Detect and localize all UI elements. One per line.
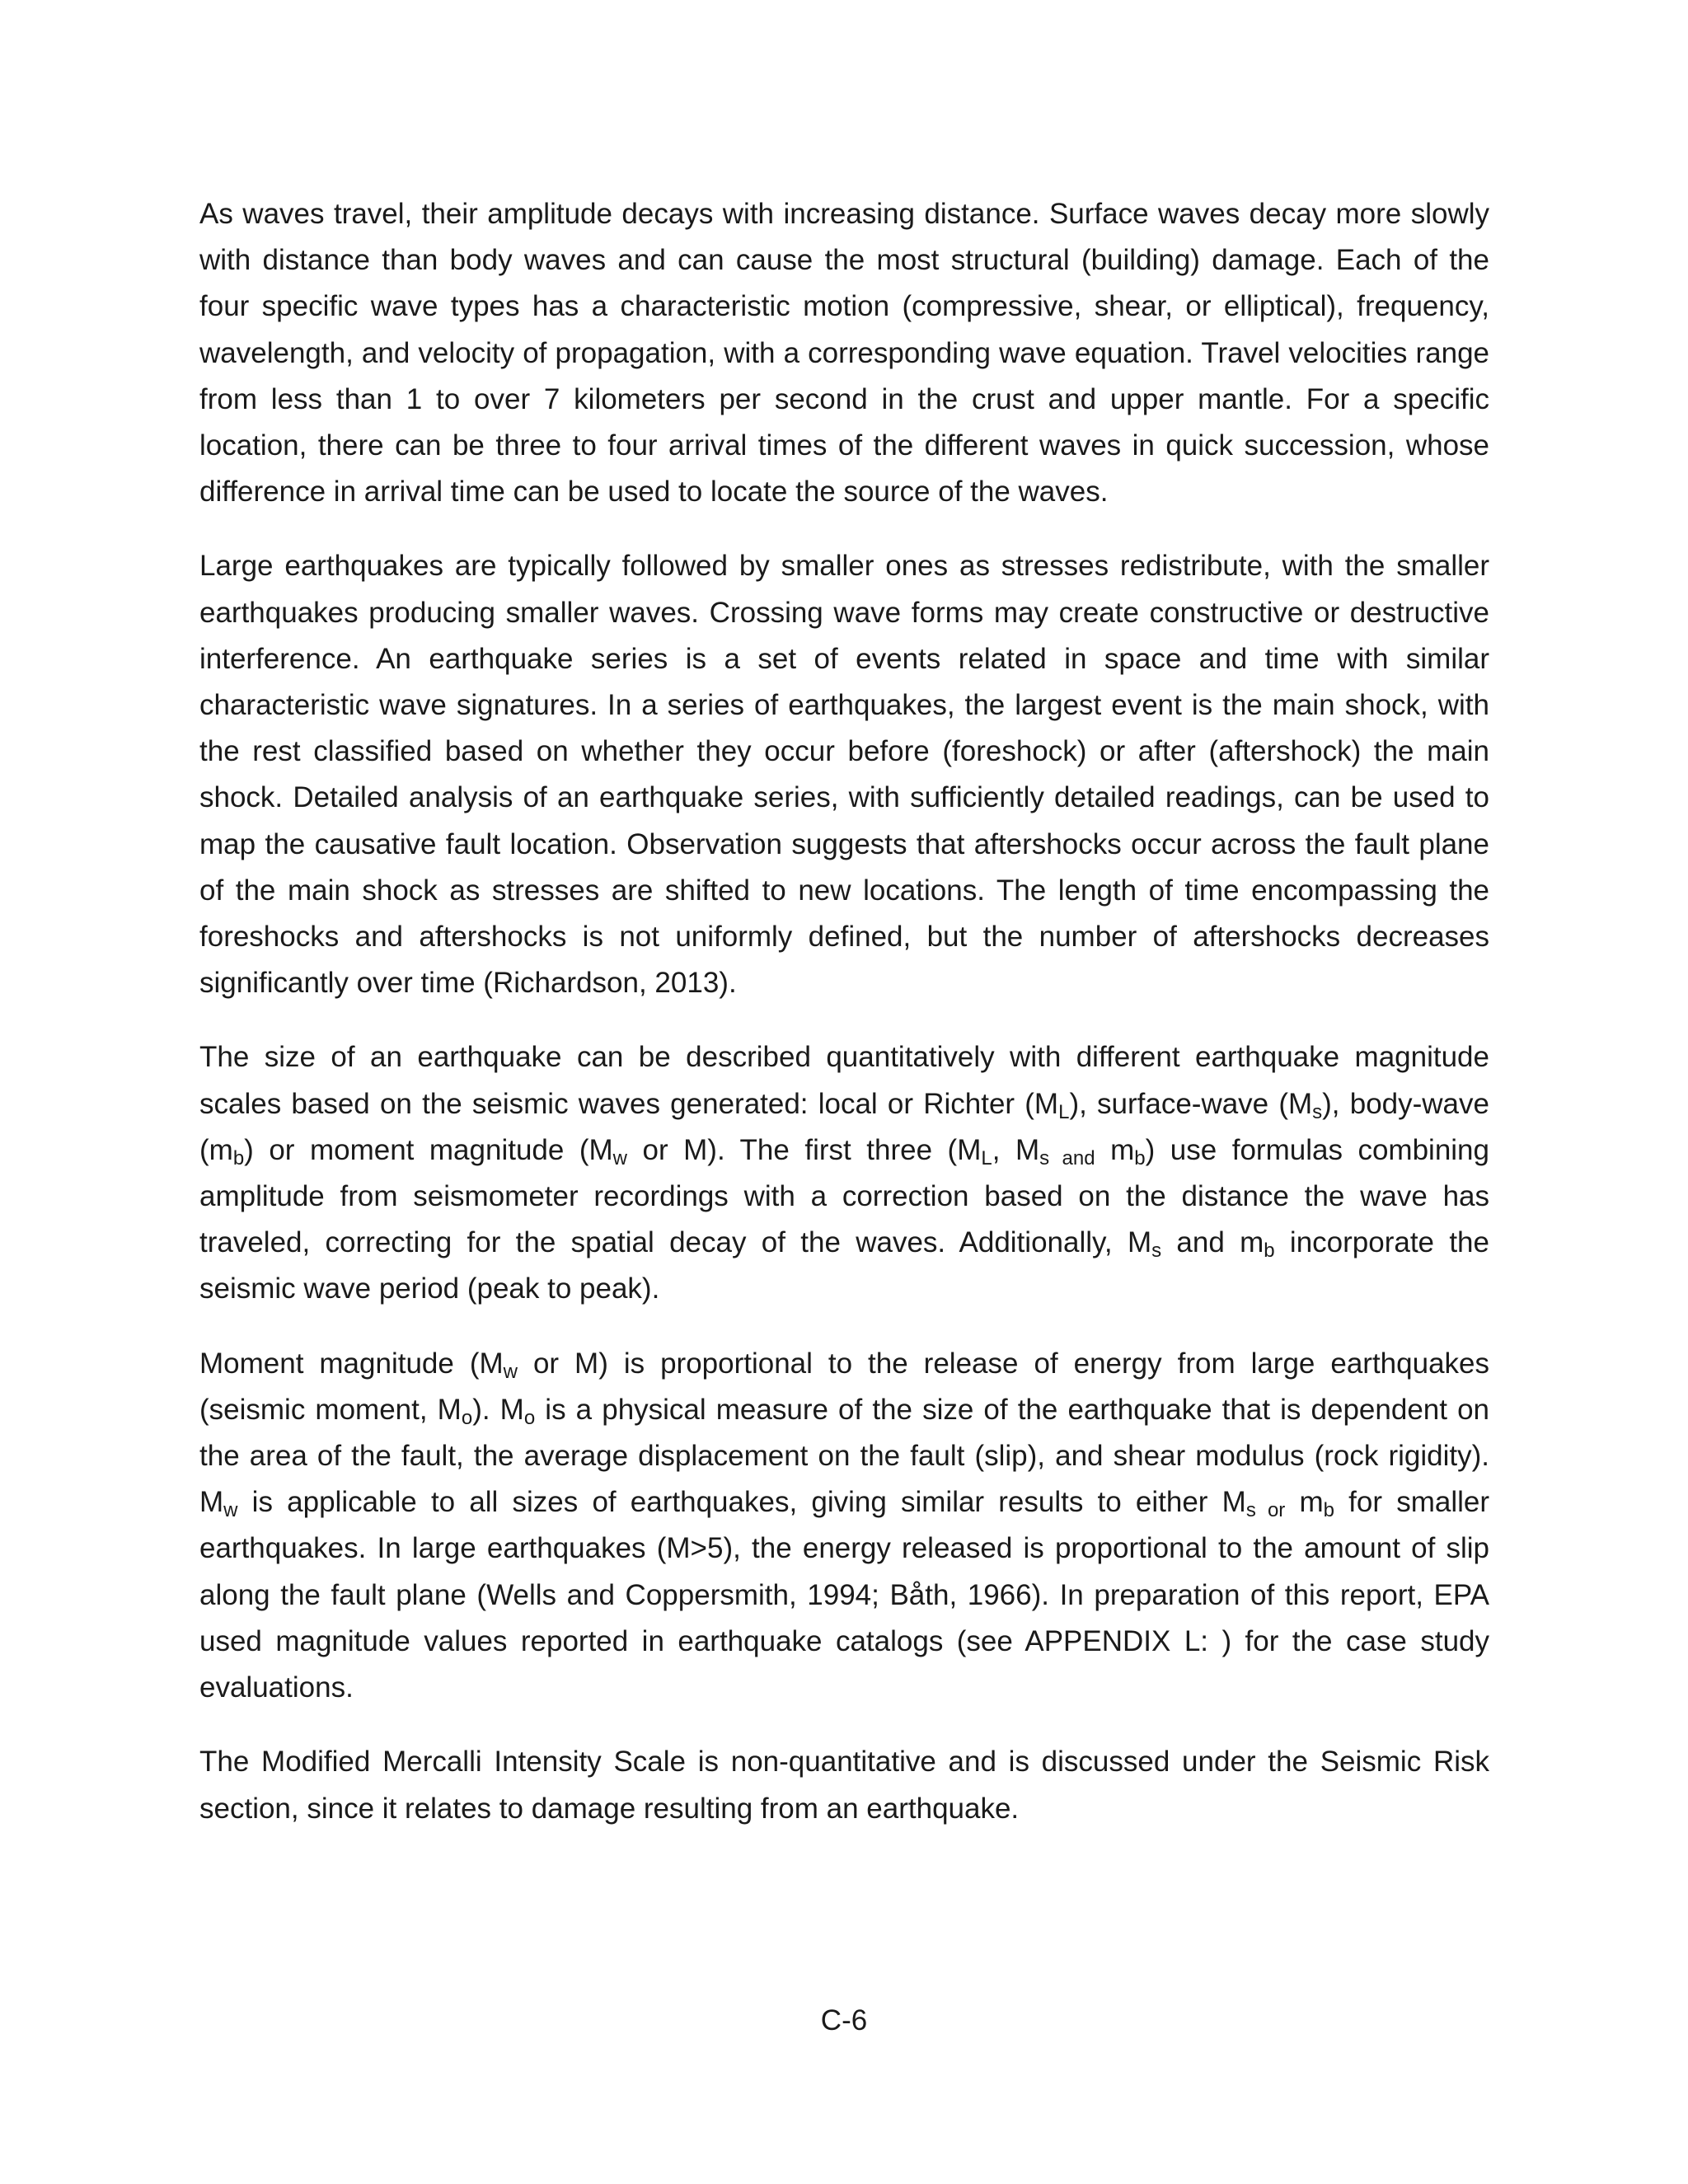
text-run: , M — [992, 1133, 1040, 1166]
text-run: Moment magnitude (M — [199, 1347, 504, 1380]
subscript-text: s or — [1245, 1499, 1286, 1522]
text-run: ), surface-wave (M — [1069, 1087, 1313, 1120]
text-run: m — [1285, 1486, 1324, 1519]
subscript-text: w — [612, 1146, 628, 1169]
subscript-text: o — [523, 1406, 536, 1429]
text-run: and m — [1161, 1226, 1264, 1259]
paragraph-magnitude-scales — [199, 1034, 1489, 1312]
subscript-text: b — [1134, 1146, 1146, 1169]
subscript-text: b — [1264, 1240, 1275, 1263]
text-run: for smaller earthquakes. In large earthquakes (M>5), the energy released is proportional to the amount of slip along the fault plane (Wells and Coppersmith, 1994; Båth, 1966). In preparation of this report, EPA used magnitude values reported in earthquake catalogs (see APPENDIX L: ) for the case study evaluations. — [199, 1486, 1489, 1704]
text-run: As waves travel, their amplitude decays with increasing distance. Surface waves decay more slowly with distance than body waves and can cause the most structural (building) damage. Each of the four specific wave types has a characteristic motion (compressive, shear, or elliptical), frequency, wavelength, and velocity of propagation, with a corresponding wave equation. Travel velocities range from less than 1 to over 7 kilometers per second in the crust and upper mantle. For a specific location, there can be three to four arrival times of the different waves in quick succession, whose difference in arrival time can be used to locate the source of the waves. — [199, 198, 1489, 509]
text-run: m — [1095, 1133, 1135, 1166]
subscript-text: L — [1058, 1100, 1070, 1123]
text-run: is a physical measure of the size of the earthquake that is dependent on the area of the fault, the average displacement on the fault (slip), and shear modulus (rock rigidity). M — [199, 1393, 1489, 1519]
text-run: or M) is proportional to the release of energy from large earthquakes (seismic moment, M — [199, 1347, 1490, 1426]
paragraph-earthquake-series — [199, 543, 1489, 1006]
subscript-text: s — [1151, 1240, 1162, 1263]
body-text — [199, 191, 1489, 1860]
subscript-text: s — [1312, 1100, 1323, 1123]
text-run: Large earthquakes are typically followed by smaller ones as stresses redistribute, with the smaller earthquakes producing smaller waves. Crossing wave forms may create constructive or destructive interference. An earthquake series is a set of events related in space and time with similar characteristic wave signatures. In a series of earthquakes, the largest event is the main shock, with the rest classified based on whether they occur before (foreshock) or after (aftershock) the main shock. Detailed analysis of an earthquake series, with sufficiently detailed readings, can be used to map the causative fault location. Observation suggests that aftershocks occur across the fault plane of the main shock as stresses are shifted to new locations. The length of time encompassing the foreshocks and aftershocks is not uniformly defined, but the number of aftershocks decreases significantly over time (Richardson, 2013). — [199, 550, 1489, 1000]
text-run: ) or moment magnitude (M — [244, 1133, 613, 1166]
paragraph-wave-decay — [199, 191, 1489, 515]
subscript-text: w — [503, 1360, 518, 1383]
subscript-text: b — [232, 1146, 245, 1169]
subscript-text: L — [981, 1146, 992, 1169]
text-run: ), body-wave (m — [199, 1087, 1489, 1166]
paragraph-mercalli-scale — [199, 1739, 1489, 1831]
text-run: ). M — [472, 1393, 524, 1426]
paragraph-moment-magnitude — [199, 1341, 1489, 1712]
subscript-text: b — [1323, 1499, 1334, 1522]
text-run: The Modified Mercalli Intensity Scale is non-quantitative and is discussed under the Seismic Risk section, since it relates to damage resulting from an earthquake. — [199, 1746, 1489, 1825]
page-number: C-6 — [820, 2004, 868, 2036]
text-run: or M). The first three (M — [627, 1133, 982, 1166]
text-run: incorporate the seismic wave period (peak to peak). — [199, 1226, 1489, 1305]
subscript-text: o — [461, 1406, 473, 1429]
subscript-text: w — [223, 1499, 238, 1522]
text-run: ) use formulas combining amplitude from seismometer recordings with a correction based on the distance the wave has traveled, correcting for the spatial decay of the waves. Additionally, M — [199, 1133, 1489, 1259]
subscript-text: s and — [1039, 1146, 1095, 1169]
text-run: is applicable to all sizes of earthquakes, giving similar results to either M — [237, 1486, 1246, 1519]
text-run: The size of an earthquake can be described quantitatively with different earthquake magnitude scales based on the seismic waves generated: local or Richter (M — [199, 1041, 1489, 1120]
